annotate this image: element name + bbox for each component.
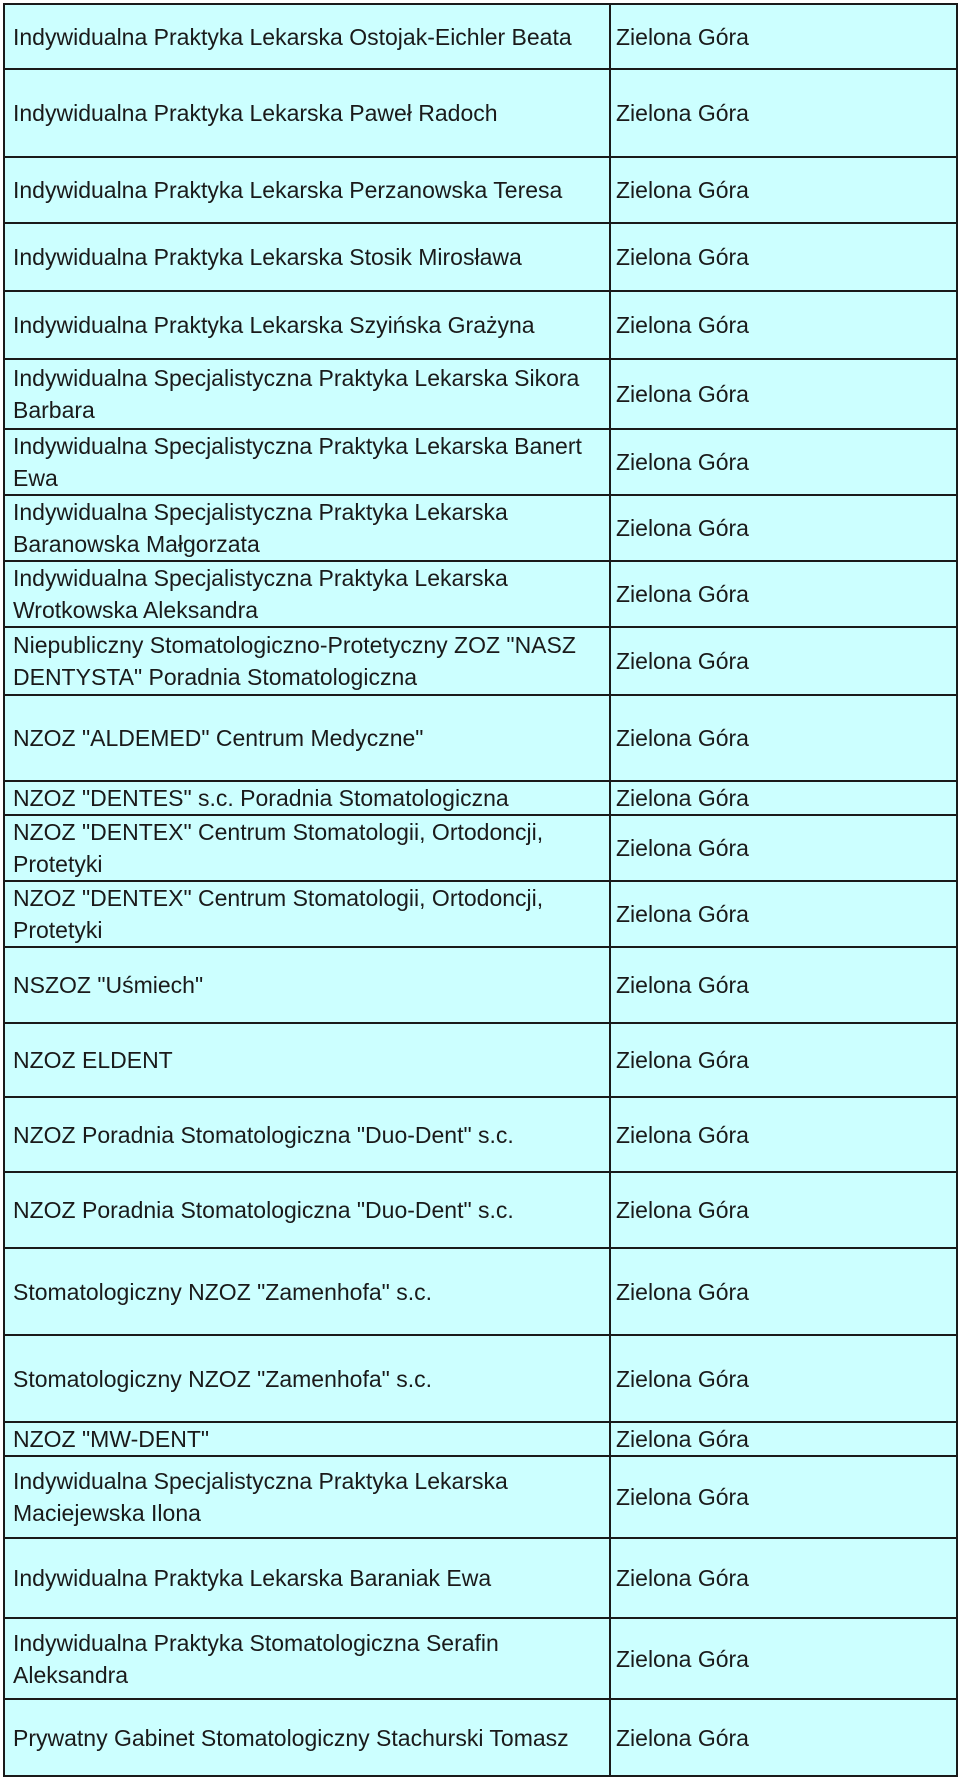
city-cell: Zielona Góra — [610, 291, 957, 359]
city-cell: Zielona Góra — [610, 947, 957, 1023]
table-row — [4, 1023, 957, 1097]
facility-name-cell: Indywidualna Specjalistyczna Praktyka Lekarska Baranowska Małgorzata — [4, 495, 610, 561]
facility-name-cell: NZOZ "DENTES" s.c. Poradnia Stomatologiczna — [4, 781, 610, 815]
table-row — [4, 1097, 957, 1172]
city-cell: Zielona Góra — [610, 781, 957, 815]
city-cell: Zielona Góra — [610, 1172, 957, 1248]
facility-name-cell: NZOZ ELDENT — [4, 1023, 610, 1097]
facility-name-cell: Indywidualna Praktyka Stomatologiczna Serafin Aleksandra — [4, 1618, 610, 1699]
facility-name-cell: Indywidualna Specjalistyczna Praktyka Lekarska Wrotkowska Aleksandra — [4, 561, 610, 627]
facility-name-cell: Niepubliczny Stomatologiczno-Protetyczny ZOZ "NASZ DENTYSTA" Poradnia Stomatologiczna — [4, 627, 610, 695]
facility-name-cell: Indywidualna Specjalistyczna Praktyka Lekarska Maciejewska Ilona — [4, 1456, 610, 1538]
table-row — [4, 1456, 957, 1538]
facility-name-cell: Indywidualna Praktyka Lekarska Ostojak-Eichler Beata — [4, 4, 610, 69]
city-cell: Zielona Góra — [610, 69, 957, 157]
facility-name-cell: NZOZ "MW-DENT" — [4, 1422, 610, 1456]
table-row — [4, 1699, 957, 1776]
registry-table-body — [4, 4, 957, 1776]
city-cell: Zielona Góra — [610, 695, 957, 781]
facility-name-cell: Indywidualna Specjalistyczna Praktyka Lekarska Sikora Barbara — [4, 359, 610, 429]
table-row — [4, 627, 957, 695]
table-row — [4, 947, 957, 1023]
city-cell: Zielona Góra — [610, 881, 957, 947]
table-row — [4, 495, 957, 561]
table-row — [4, 359, 957, 429]
table-row — [4, 1422, 957, 1456]
table-row — [4, 781, 957, 815]
city-cell: Zielona Góra — [610, 1456, 957, 1538]
table-row — [4, 1248, 957, 1335]
facility-name-cell: NZOZ "ALDEMED" Centrum Medyczne" — [4, 695, 610, 781]
table-row — [4, 69, 957, 157]
facility-name-cell: NZOZ Poradnia Stomatologiczna "Duo-Dent" s.c. — [4, 1172, 610, 1248]
city-cell: Zielona Góra — [610, 1248, 957, 1335]
facility-name-cell: Indywidualna Praktyka Lekarska Stosik Mirosława — [4, 223, 610, 291]
city-cell: Zielona Góra — [610, 359, 957, 429]
facility-name-cell: Indywidualna Praktyka Lekarska Baraniak Ewa — [4, 1538, 610, 1618]
facility-name-cell: NZOZ "DENTEX" Centrum Stomatologii, Ortodoncji, Protetyki — [4, 815, 610, 881]
table-row — [4, 1172, 957, 1248]
table-row — [4, 1618, 957, 1699]
facility-name-cell: Stomatologiczny NZOZ "Zamenhofa" s.c. — [4, 1248, 610, 1335]
facility-name-cell: Prywatny Gabinet Stomatologiczny Stachurski Tomasz — [4, 1699, 610, 1776]
facility-name-cell: NSZOZ "Uśmiech" — [4, 947, 610, 1023]
table-row — [4, 4, 957, 69]
city-cell: Zielona Góra — [610, 1699, 957, 1776]
city-cell: Zielona Góra — [610, 1538, 957, 1618]
city-cell: Zielona Góra — [610, 1097, 957, 1172]
facility-name-cell: Indywidualna Specjalistyczna Praktyka Lekarska Banert Ewa — [4, 429, 610, 495]
registry-table — [3, 3, 958, 1777]
city-cell: Zielona Góra — [610, 1618, 957, 1699]
table-row — [4, 429, 957, 495]
city-cell: Zielona Góra — [610, 1023, 957, 1097]
table-row — [4, 561, 957, 627]
table-row — [4, 695, 957, 781]
facility-name-cell: NZOZ Poradnia Stomatologiczna "Duo-Dent" s.c. — [4, 1097, 610, 1172]
city-cell: Zielona Góra — [610, 223, 957, 291]
city-cell: Zielona Góra — [610, 4, 957, 69]
city-cell: Zielona Góra — [610, 157, 957, 223]
facility-name-cell: Stomatologiczny NZOZ "Zamenhofa" s.c. — [4, 1335, 610, 1422]
city-cell: Zielona Góra — [610, 627, 957, 695]
table-row — [4, 1538, 957, 1618]
facility-name-cell: NZOZ "DENTEX" Centrum Stomatologii, Ortodoncji, Protetyki — [4, 881, 610, 947]
facility-name-cell: Indywidualna Praktyka Lekarska Szyińska Grażyna — [4, 291, 610, 359]
table-row — [4, 223, 957, 291]
table-row — [4, 157, 957, 223]
city-cell: Zielona Góra — [610, 495, 957, 561]
city-cell: Zielona Góra — [610, 561, 957, 627]
city-cell: Zielona Góra — [610, 429, 957, 495]
city-cell: Zielona Góra — [610, 1422, 957, 1456]
table-row — [4, 1335, 957, 1422]
city-cell: Zielona Góra — [610, 815, 957, 881]
city-cell: Zielona Góra — [610, 1335, 957, 1422]
facility-name-cell: Indywidualna Praktyka Lekarska Paweł Radoch — [4, 69, 610, 157]
table-row — [4, 881, 957, 947]
table-row — [4, 291, 957, 359]
facility-name-cell: Indywidualna Praktyka Lekarska Perzanowska Teresa — [4, 157, 610, 223]
table-row — [4, 815, 957, 881]
